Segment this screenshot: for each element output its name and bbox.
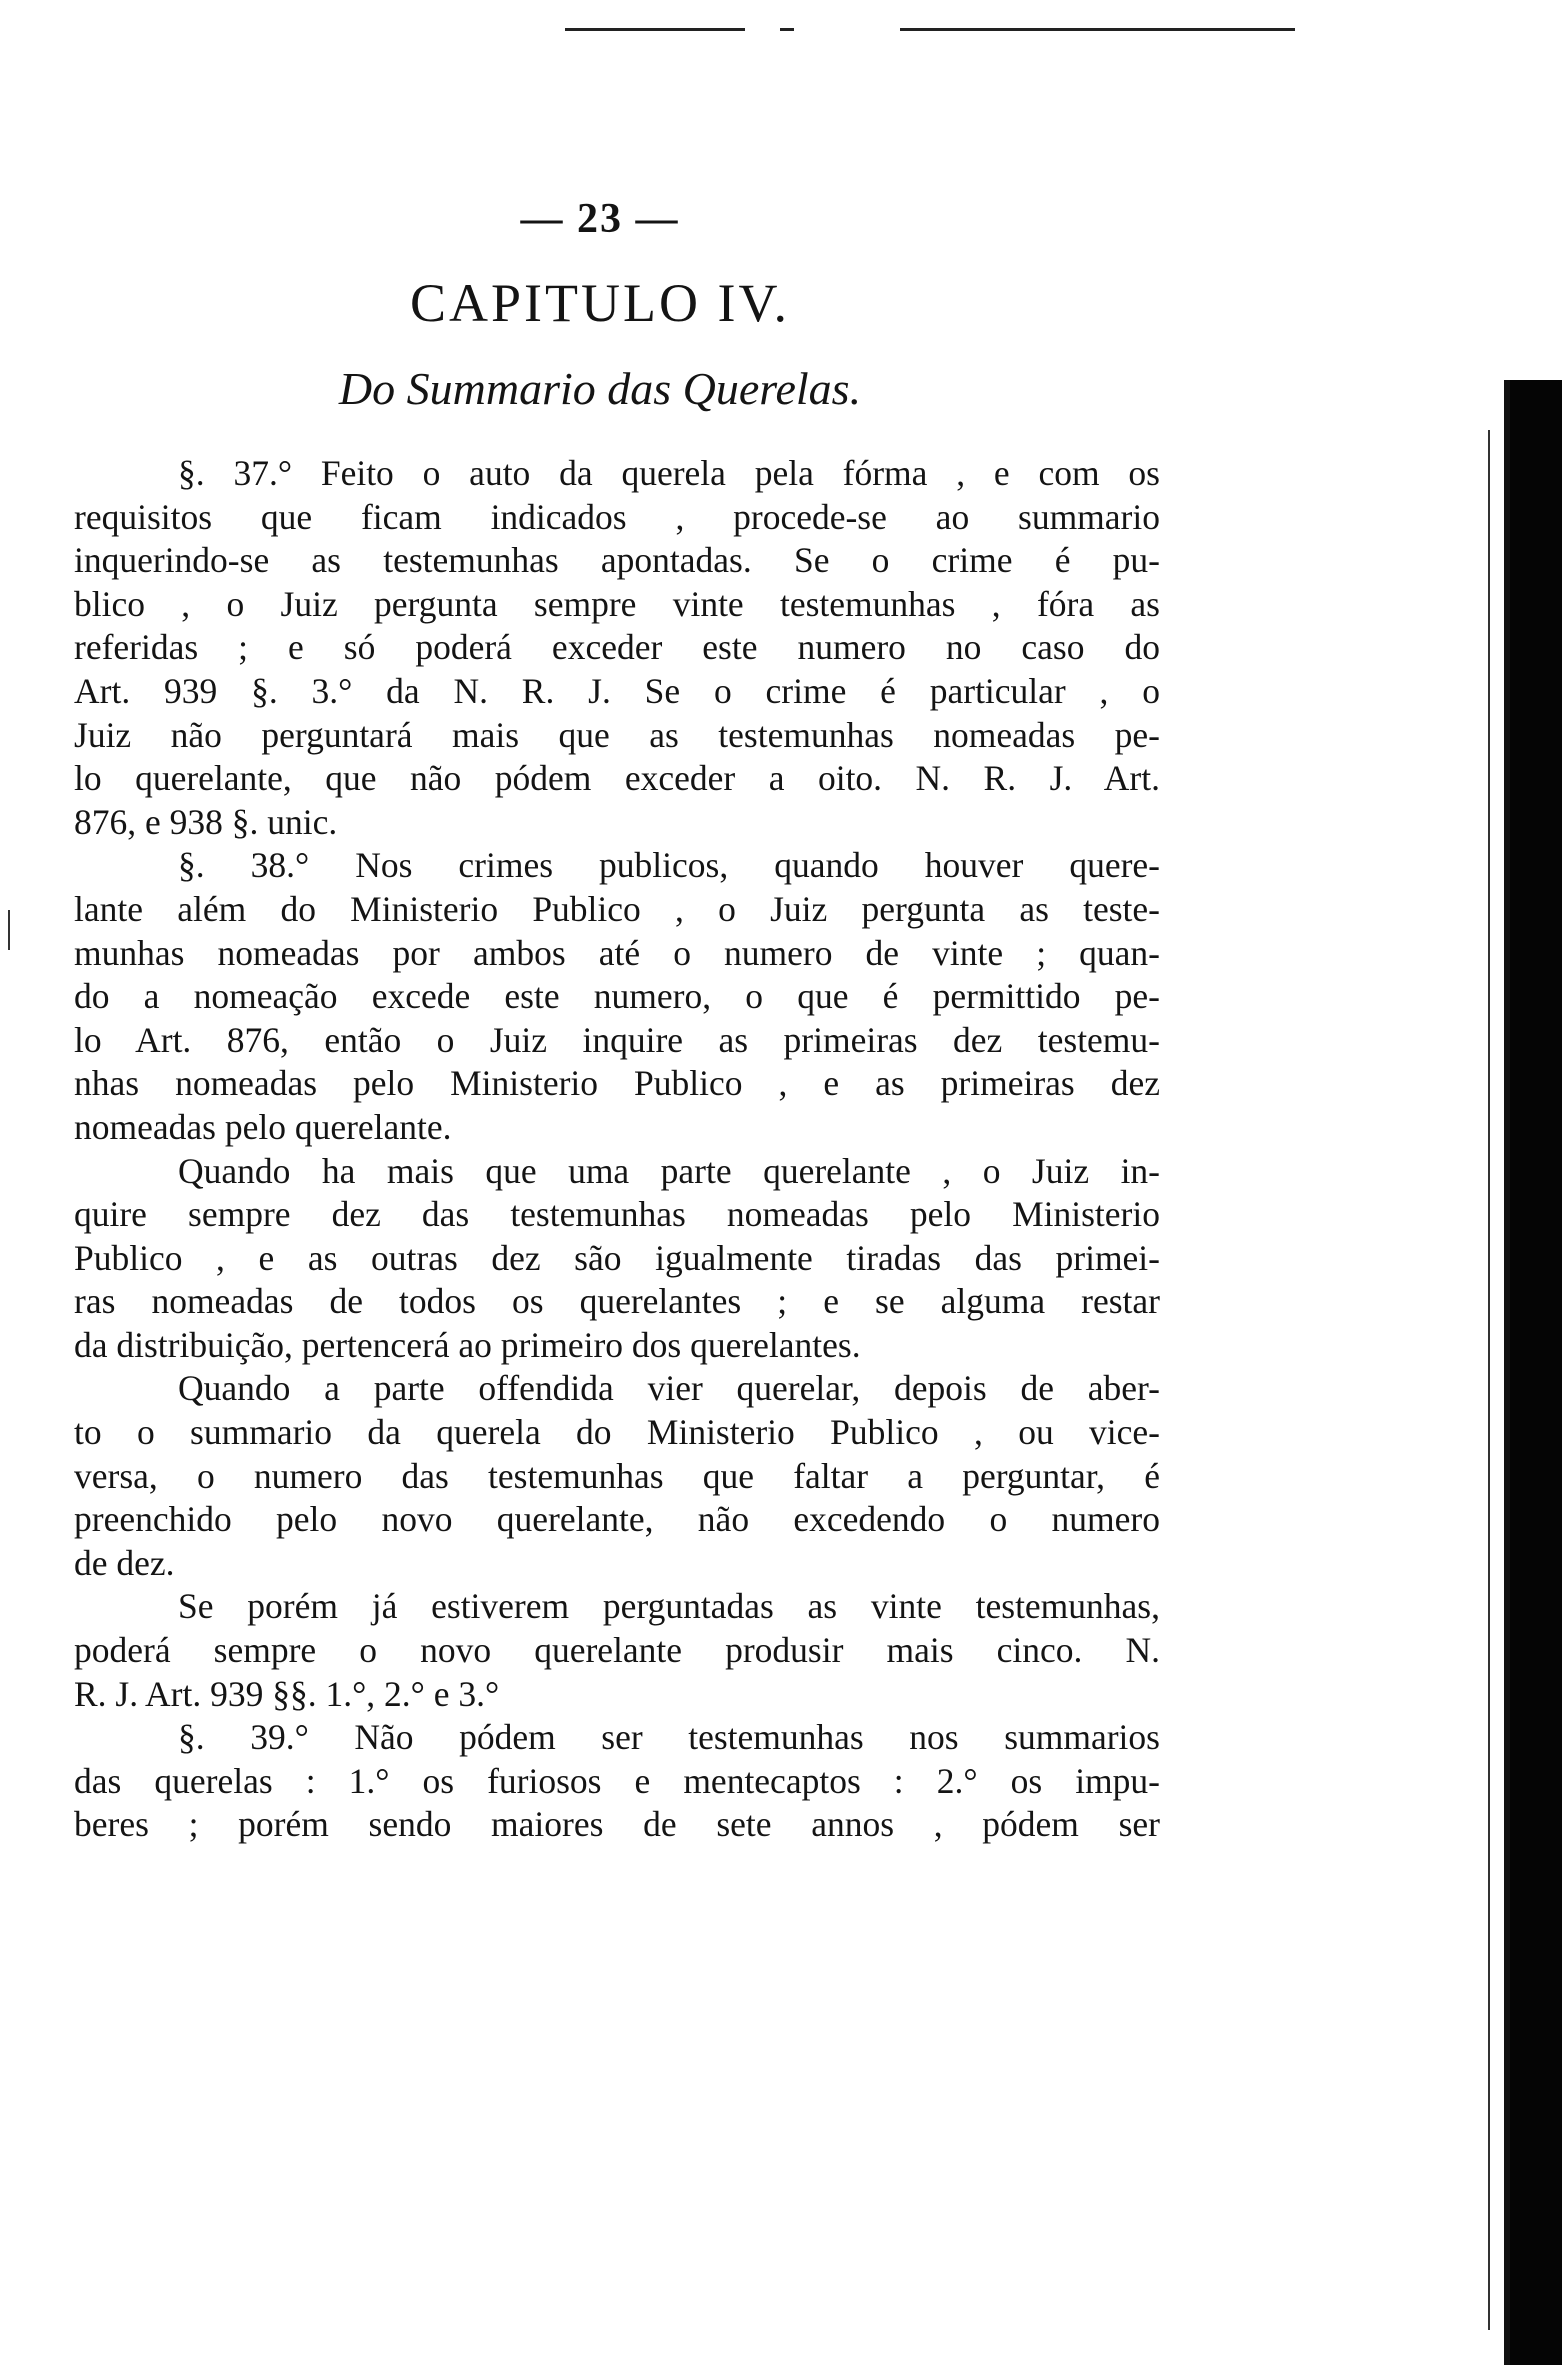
- text-line: da distribuição, pertencerá ao primeiro dos querelantes.: [74, 1324, 861, 1365]
- text-line: §. 39.° Não pódem ser testemunhas nos summarios: [178, 1717, 1160, 1758]
- text-line: nhas nomeadas pelo Ministerio Publico , e as primeiras dez: [74, 1063, 1160, 1104]
- text-line: versa, o numero das testemunhas que faltar a perguntar, é: [74, 1455, 1160, 1496]
- text-line: poderá sempre o novo querelante produsir mais cinco. N.: [74, 1630, 1160, 1671]
- text-line: de dez.: [74, 1542, 175, 1583]
- text-line: requisitos que ficam indicados , procede-se ao summario: [74, 496, 1160, 537]
- text-line: lo Art. 876, então o Juiz inquire as primeiras dez testemu-: [74, 1019, 1160, 1060]
- text-line: Juiz não perguntará mais que as testemunhas nomeadas pe-: [74, 714, 1160, 755]
- text-line: lo querelante, que não pódem exceder a oito. N. R. J. Art.: [74, 758, 1160, 799]
- text-line: lante além do Ministerio Publico , o Juiz pergunta as teste-: [74, 888, 1160, 929]
- page-edge-shadow: [1510, 380, 1562, 2365]
- text-line: §. 37.° Feito o auto da querela pela fórma , e com os: [178, 453, 1160, 493]
- text-line: preenchido pelo novo querelante, não excedendo o numero: [74, 1499, 1160, 1540]
- text-line: quire sempre dez das testemunhas nomeadas pelo Ministerio: [74, 1194, 1160, 1235]
- body-text: [74, 452, 1160, 1847]
- text-line: 876, e 938 §. unic.: [74, 801, 338, 842]
- text-line: Quando ha mais que uma parte querelante , o Juiz in-: [178, 1150, 1160, 1191]
- chapter-heading: CAPITULO IV.: [409, 273, 790, 333]
- text-line: inquerindo-se as testemunhas apontadas. Se o crime é pu-: [74, 540, 1160, 581]
- text-line: ras nomeadas de todos os querelantes ; e se alguma restar: [74, 1281, 1160, 1322]
- text-line: Publico , e as outras dez são igualmente tiradas das primei-: [74, 1237, 1160, 1278]
- text-line: Art. 939 §. 3.° da N. R. J. Se o crime é particular , o: [74, 670, 1160, 711]
- text-line: nomeadas pelo querelante.: [74, 1106, 452, 1147]
- text-line: munhas nomeadas por ambos até o numero de vinte ; quan-: [74, 932, 1160, 973]
- scan-artifact-rule: [900, 28, 1295, 31]
- text-line: §. 38.° Nos crimes publicos, quando houver quere-: [178, 845, 1160, 886]
- text-line: Se porém já estiverem perguntadas as vinte testemunhas,: [178, 1586, 1160, 1627]
- text-line: blico , o Juiz pergunta sempre vinte testemunhas , fóra as: [74, 583, 1160, 624]
- text-line: beres ; porém sendo maiores de sete annos , pódem ser: [74, 1804, 1160, 1845]
- scan-artifact-rule: [565, 28, 745, 31]
- page-number: — 23 —: [520, 196, 680, 242]
- text-line: referidas ; e só poderá exceder este numero no caso do: [74, 627, 1160, 668]
- text-line: Quando a parte offendida vier querelar, depois de aber-: [178, 1368, 1160, 1409]
- text-line: to o summario da querela do Ministerio Publico , ou vice-: [74, 1412, 1160, 1453]
- chapter-subtitle: Do Summario das Querelas.: [338, 363, 862, 414]
- scan-artifact-mark: [8, 910, 10, 950]
- text-line: R. J. Art. 939 §§. 1.°, 2.° e 3.°: [74, 1673, 500, 1714]
- text-line: das querelas : 1.° os furiosos e mentecaptos : 2.° os impu-: [74, 1760, 1160, 1801]
- page-edge-line: [1488, 430, 1490, 2330]
- text-line: do a nomeação excede este numero, o que é permittido pe-: [74, 976, 1160, 1017]
- scan-artifact-rule: [780, 28, 794, 31]
